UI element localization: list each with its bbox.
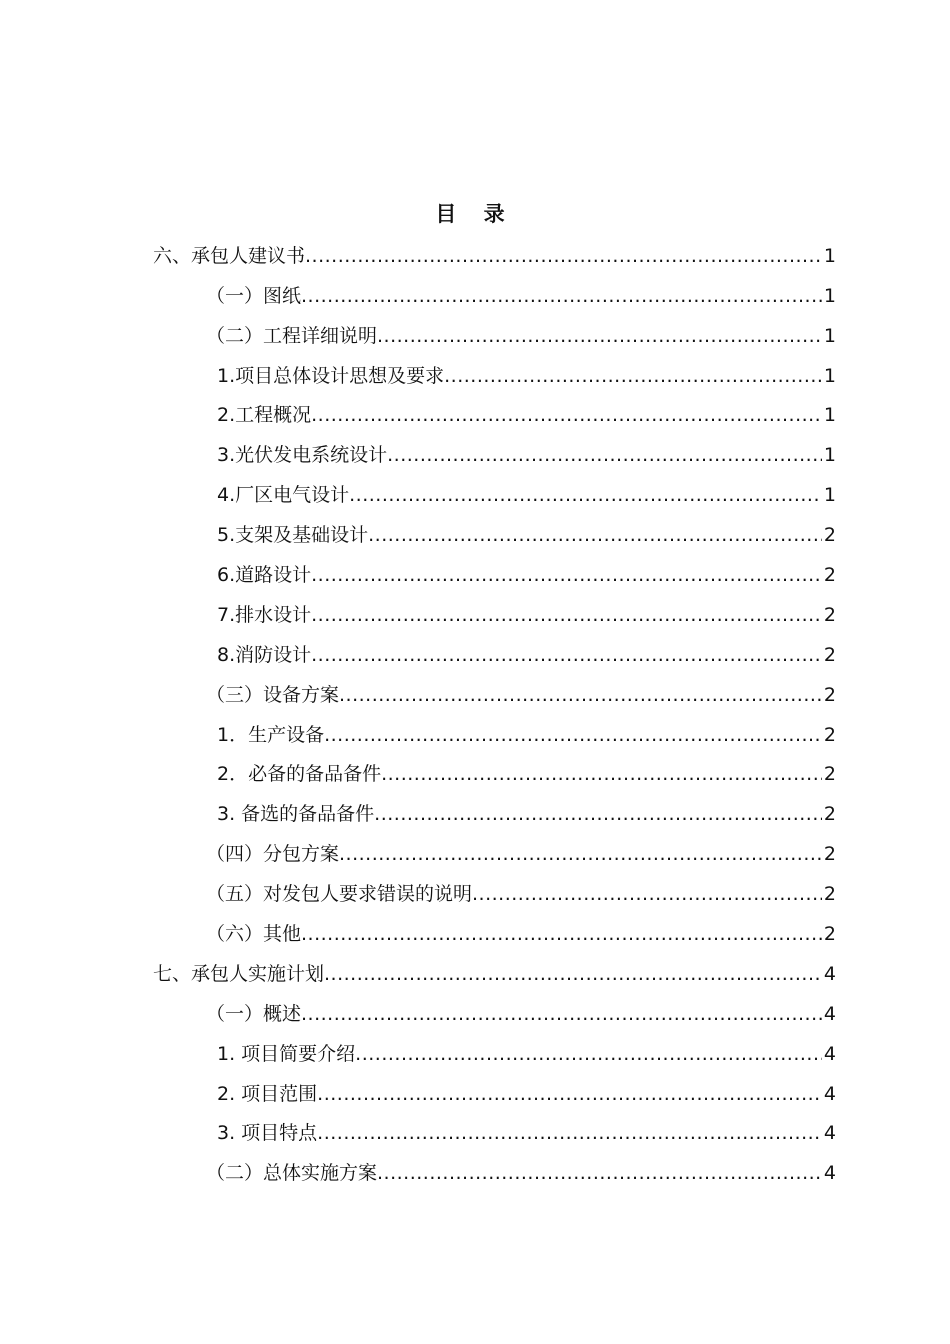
- toc-entry-text: 5.支架及基础设计: [217, 524, 369, 547]
- toc-dot-leader: [305, 236, 822, 276]
- toc-page-number: 1: [823, 364, 836, 387]
- toc-entry[interactable]: [0, 1074, 950, 1114]
- toc-dot-leader: [368, 515, 822, 555]
- toc-page-number: 4: [823, 1122, 836, 1145]
- toc-dot-leader: [349, 475, 822, 515]
- toc-dot-leader: [301, 276, 822, 316]
- toc-entry[interactable]: [0, 435, 950, 475]
- toc-entry-text: 3. 备选的备品备件: [217, 803, 375, 826]
- toc-page-number: 2: [823, 803, 836, 826]
- toc-entry[interactable]: [0, 834, 950, 874]
- toc-page-number: 4: [823, 1162, 836, 1185]
- toc-entry[interactable]: [0, 715, 950, 755]
- toc-page-number: 2: [823, 763, 836, 786]
- toc-entry-text: 1．生产设备: [217, 723, 325, 746]
- toc-dot-leader: [444, 356, 822, 396]
- toc-entry[interactable]: [0, 914, 950, 954]
- toc-page-number: 4: [823, 1002, 836, 1025]
- toc-entry[interactable]: [0, 755, 950, 795]
- toc-entry-text: 七、承包人实施计划: [153, 962, 325, 985]
- toc-dot-leader: [311, 635, 822, 675]
- toc-entry-text: 3.光伏发电系统设计: [217, 444, 388, 467]
- toc-entry-text: （六）其他: [206, 923, 302, 946]
- toc-entry-text: （三）设备方案: [206, 683, 340, 706]
- toc-page-number: 1: [823, 484, 836, 507]
- toc-dot-leader: [339, 675, 822, 715]
- toc-page-number: 2: [823, 883, 836, 906]
- toc-page-number: 1: [823, 404, 836, 427]
- toc-page-number: 4: [823, 1082, 836, 1105]
- toc-entry-text: 3. 项目特点: [217, 1122, 318, 1145]
- toc-entry-text: （一）概述: [206, 1002, 302, 1025]
- toc-entry-text: （二）总体实施方案: [206, 1162, 378, 1185]
- toc-entry[interactable]: [0, 555, 950, 595]
- toc-list: [0, 236, 950, 1193]
- toc-entry[interactable]: [0, 276, 950, 316]
- toc-dot-leader: [387, 435, 822, 475]
- toc-entry[interactable]: [0, 794, 950, 834]
- toc-dot-leader: [374, 794, 822, 834]
- toc-entry[interactable]: [0, 954, 950, 994]
- toc-entry-text: 2. 项目范围: [217, 1082, 318, 1105]
- toc-dot-leader: [301, 994, 822, 1034]
- toc-entry-text: （二）工程详细说明: [206, 324, 378, 347]
- toc-page-number: 2: [823, 683, 836, 706]
- toc-entry-text: 1.项目总体设计思想及要求: [217, 364, 445, 387]
- toc-dot-leader: [317, 1114, 822, 1154]
- toc-entry-text: 六、承包人建议书: [153, 244, 306, 267]
- toc-entry[interactable]: [0, 316, 950, 356]
- toc-entry[interactable]: [0, 1114, 950, 1154]
- toc-entry[interactable]: [0, 475, 950, 515]
- toc-page-number: 2: [823, 603, 836, 626]
- toc-page-number: 1: [823, 444, 836, 467]
- toc-page-number: 4: [823, 962, 836, 985]
- toc-entry-text: （四）分包方案: [206, 843, 340, 866]
- toc-entry-text: 6.道路设计: [217, 564, 312, 587]
- toc-page-number: 2: [823, 564, 836, 587]
- toc-dot-leader: [324, 954, 822, 994]
- toc-entry-text: 7.排水设计: [217, 603, 312, 626]
- toc-page-number: 4: [823, 1042, 836, 1065]
- toc-entry-text: 2.工程概况: [217, 404, 312, 427]
- toc-entry[interactable]: [0, 874, 950, 914]
- toc-page-number: 2: [823, 923, 836, 946]
- toc-entry[interactable]: [0, 236, 950, 276]
- toc-dot-leader: [339, 834, 822, 874]
- toc-entry[interactable]: [0, 994, 950, 1034]
- toc-entry[interactable]: [0, 356, 950, 396]
- toc-dot-leader: [377, 316, 822, 356]
- toc-dot-leader: [381, 755, 822, 795]
- toc-title: 目 录: [435, 202, 515, 226]
- toc-page-number: 2: [823, 524, 836, 547]
- toc-dot-leader: [301, 914, 822, 954]
- toc-dot-leader: [311, 555, 822, 595]
- toc-page-number: 2: [823, 843, 836, 866]
- toc-page-number: 2: [823, 723, 836, 746]
- toc-entry-text: 8.消防设计: [217, 643, 312, 666]
- toc-entry[interactable]: [0, 595, 950, 635]
- toc-page-number: 1: [823, 284, 836, 307]
- toc-dot-leader: [377, 1153, 822, 1193]
- toc-entry[interactable]: [0, 1153, 950, 1193]
- toc-dot-leader: [311, 396, 822, 436]
- toc-entry-text: 2．必备的备品备件: [217, 763, 382, 786]
- toc-entry-text: （五）对发包人要求错误的说明: [206, 883, 473, 906]
- toc-entry-text: 1. 项目简要介绍: [217, 1042, 356, 1065]
- toc-page-number: 1: [823, 244, 836, 267]
- toc-entry[interactable]: [0, 635, 950, 675]
- toc-entry[interactable]: [0, 1034, 950, 1074]
- toc-dot-leader: [311, 595, 822, 635]
- toc-entry[interactable]: [0, 396, 950, 436]
- toc-dot-leader: [324, 715, 822, 755]
- toc-dot-leader: [355, 1034, 822, 1074]
- toc-dot-leader: [472, 874, 822, 914]
- toc-entry-text: 4.厂区电气设计: [217, 484, 350, 507]
- toc-page-number: 1: [823, 324, 836, 347]
- toc-page-number: 2: [823, 643, 836, 666]
- toc-entry-text: （一）图纸: [206, 284, 302, 307]
- toc-entry[interactable]: [0, 515, 950, 555]
- toc-dot-leader: [317, 1074, 822, 1114]
- toc-entry[interactable]: [0, 675, 950, 715]
